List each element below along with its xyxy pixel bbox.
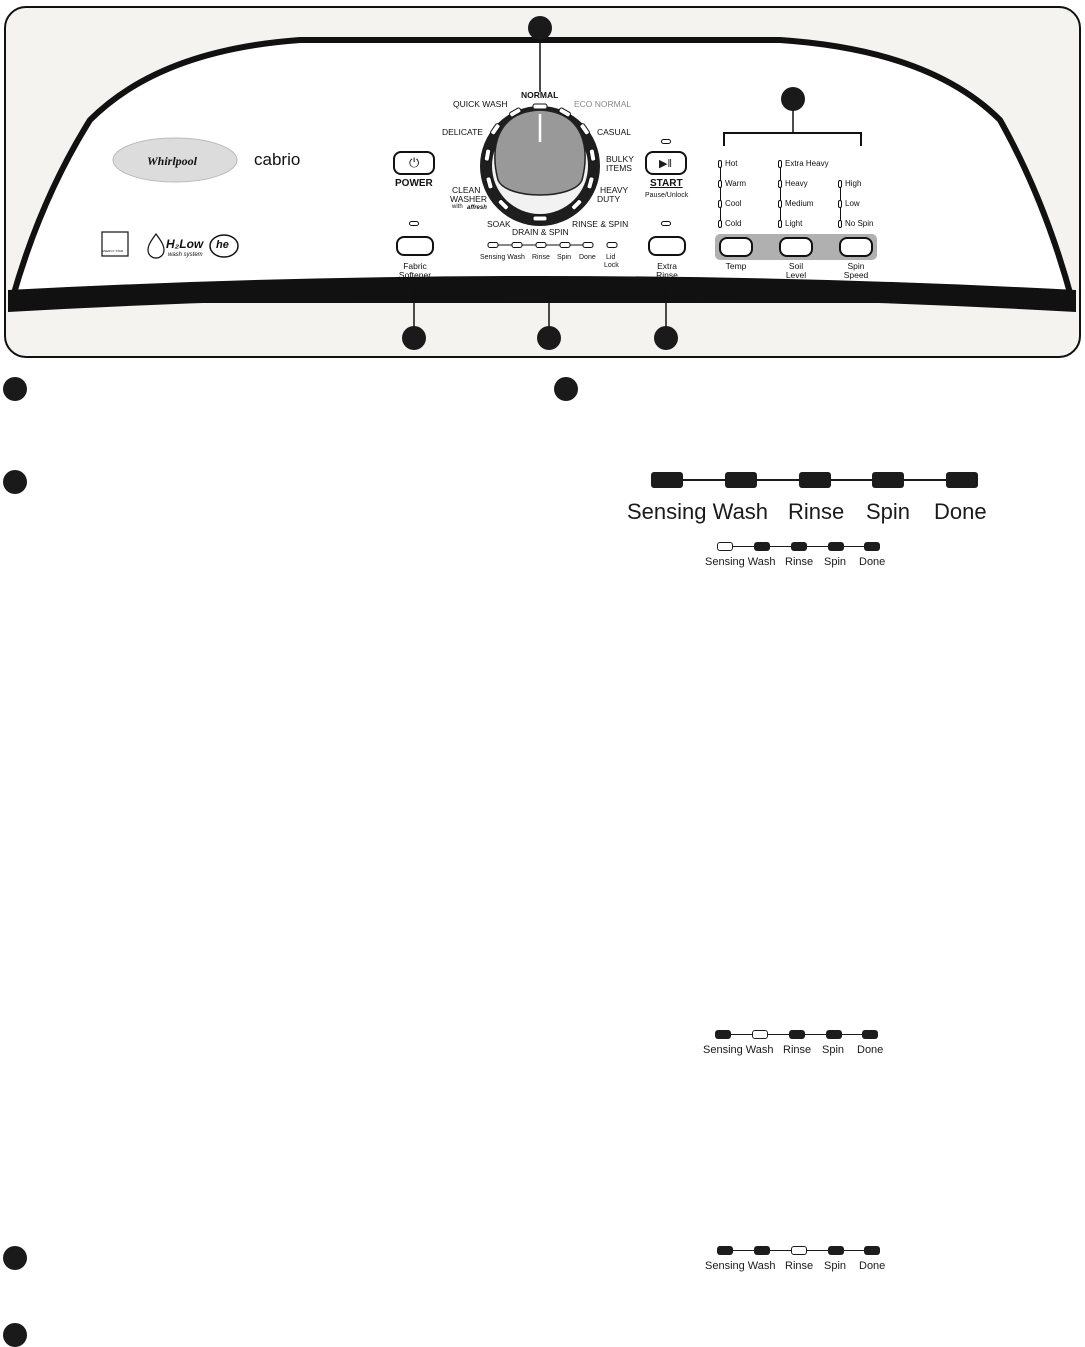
- cycle-heavy-1[interactable]: HEAVY: [600, 185, 629, 195]
- cycle-bulky-2[interactable]: ITEMS: [606, 163, 632, 173]
- soil-label-1: Soil: [788, 261, 804, 271]
- soil-option-medium: Medium: [785, 199, 814, 208]
- temp-option-hot: Hot: [725, 159, 738, 168]
- status-row-3-led-2: [754, 1246, 770, 1255]
- whirlpool-logo-text: Whirlpool: [147, 154, 198, 168]
- status-large-led-3: [799, 472, 831, 488]
- status-row-1-led-4: [828, 542, 844, 551]
- spin-led-no-spin: [838, 220, 842, 228]
- cabrio-logo: cabrio: [254, 150, 301, 169]
- soil-label-2: Level: [785, 270, 807, 280]
- status-row-3-rinse: Rinse: [785, 1260, 814, 1272]
- energy-star-label: ENERGY STAR: [102, 249, 124, 253]
- temp-option-cold: Cold: [725, 219, 742, 228]
- cycle-clean-3: with: [452, 204, 463, 210]
- callout-settings: [781, 87, 805, 111]
- cycle-soak[interactable]: SOAK: [487, 219, 511, 229]
- cycle-rinse-spin[interactable]: RINSE & SPIN: [572, 219, 629, 229]
- status-large-sensing-wash: Sensing Wash: [627, 499, 769, 524]
- status-large-led-2: [725, 472, 757, 488]
- cycle-clean-2[interactable]: WASHER: [450, 194, 487, 204]
- spin-speed-label-2: Speed: [843, 270, 869, 280]
- cycle-quick-wash[interactable]: QUICK WASH: [453, 99, 508, 109]
- soil-option-extra-heavy: Extra Heavy: [785, 159, 829, 168]
- extra-rinse-label-1: Extra: [657, 261, 677, 271]
- section-bullet-4: [3, 1246, 27, 1270]
- status-large-led-5: [946, 472, 978, 488]
- status-row-1-led-2: [754, 542, 770, 551]
- section-bullet-1: [3, 377, 27, 401]
- h2low-sub: wash system: [168, 252, 203, 258]
- cycle-normal[interactable]: NORMAL: [521, 90, 559, 100]
- spin-option-no-spin: No Spin: [845, 219, 874, 228]
- callout-fabric: [402, 326, 426, 350]
- spin-speed-button[interactable]: [839, 237, 873, 257]
- fabric-softener-label-1: Fabric: [403, 261, 427, 271]
- panel-art: [0, 0, 1085, 360]
- cycle-clean-1[interactable]: CLEAN: [452, 185, 481, 195]
- status-row-1-led-3: [791, 542, 807, 551]
- cycle-casual[interactable]: CASUAL: [597, 127, 632, 137]
- status-row-2-led-5: [862, 1030, 878, 1039]
- panel-status-sensing-wash: Sensing Wash: [480, 254, 525, 261]
- status-row-2-led-2: [752, 1030, 768, 1039]
- status-row-2-led-3: [789, 1030, 805, 1039]
- status-row-1-led-1: [717, 542, 733, 551]
- status-row-2-spin: Spin: [822, 1044, 845, 1056]
- status-row-3-led-4: [828, 1246, 844, 1255]
- status-row-2-sensing-wash: Sensing Wash: [703, 1044, 774, 1056]
- status-large-rinse: Rinse: [788, 499, 845, 524]
- spin-led-low: [838, 200, 842, 208]
- cycle-clean-4: affresh: [467, 205, 487, 211]
- temp-led-warm: [718, 180, 722, 188]
- status-large-done: Done: [934, 499, 987, 524]
- status-row-3-spin: Spin: [824, 1260, 847, 1272]
- temp-line: [720, 164, 721, 224]
- status-row-3-done: Done: [859, 1260, 886, 1272]
- soil-led-heavy: [778, 180, 782, 188]
- panel-status-rinse: Rinse: [532, 254, 550, 261]
- callout-dial: [528, 16, 552, 40]
- temp-led-cool: [718, 200, 722, 208]
- soil-line: [780, 164, 781, 224]
- status-large-led-1: [651, 472, 683, 488]
- start-label: START: [650, 178, 683, 189]
- power-icon: ⏻: [409, 155, 420, 170]
- status-large-spin: Spin: [866, 499, 911, 524]
- status-row-2-rinse: Rinse: [783, 1044, 812, 1056]
- he-logo: he: [216, 239, 229, 251]
- play-pause-icon: ▶‖: [659, 158, 673, 170]
- fabric-softener-button[interactable]: [396, 236, 434, 256]
- status-large-led-4: [872, 472, 904, 488]
- status-row-2-done: Done: [857, 1044, 884, 1056]
- h2low-logo: H₂Low: [166, 237, 204, 251]
- panel-status-lid-2: Lock: [604, 262, 619, 269]
- spin-led-high: [838, 180, 842, 188]
- panel-status-done: Done: [579, 254, 596, 261]
- status-row-1-rinse: Rinse: [785, 556, 814, 568]
- status-row-3-led-5: [864, 1246, 880, 1255]
- status-row-2-led-4: [826, 1030, 842, 1039]
- section-bullet-2: [554, 377, 578, 401]
- fabric-softener-led: [409, 221, 419, 226]
- temp-option-cool: Cool: [725, 199, 742, 208]
- status-row-2-led-1: [715, 1030, 731, 1039]
- start-button[interactable]: [645, 151, 687, 175]
- temp-label: Temp: [725, 261, 747, 271]
- status-row-1-spin: Spin: [824, 556, 847, 568]
- spin-option-high: High: [845, 179, 862, 188]
- status-row-1-led-5: [864, 542, 880, 551]
- section-bullet-5: [3, 1323, 27, 1347]
- callout-extra-rinse: [654, 326, 678, 350]
- power-label: POWER: [395, 178, 433, 189]
- temp-option-warm: Warm: [725, 179, 747, 188]
- status-row-1-sensing-wash: Sensing Wash: [705, 556, 776, 568]
- power-button[interactable]: [393, 151, 435, 175]
- status-row-3-led-1: [717, 1246, 733, 1255]
- callout-status: [537, 326, 561, 350]
- cycle-bulky-1[interactable]: BULKY: [606, 154, 634, 164]
- start-led: [661, 139, 671, 144]
- cycle-drain-spin[interactable]: DRAIN & SPIN: [512, 227, 569, 237]
- cycle-eco-normal[interactable]: ECO NORMAL: [574, 99, 632, 109]
- soil-led-medium: [778, 200, 782, 208]
- status-row-3-sensing-wash: Sensing Wash: [705, 1260, 776, 1272]
- extra-rinse-led: [661, 221, 671, 226]
- cycle-heavy-2[interactable]: DUTY: [597, 194, 621, 204]
- start-sublabel: Pause/Unlock: [645, 192, 689, 199]
- temp-led-cold: [718, 220, 722, 228]
- cycle-delicate[interactable]: DELICATE: [442, 127, 483, 137]
- spin-speed-label-1: Spin: [847, 261, 865, 271]
- soil-led-extra-heavy: [778, 160, 782, 168]
- section-bullet-3: [3, 470, 27, 494]
- panel-status-lid-1: Lid: [606, 254, 616, 261]
- temp-led-hot: [718, 160, 722, 168]
- soil-option-heavy: Heavy: [785, 179, 808, 188]
- temp-button[interactable]: [719, 237, 753, 257]
- panel-status-spin: Spin: [557, 254, 572, 261]
- soil-led-light: [778, 220, 782, 228]
- soil-option-light: Light: [785, 219, 803, 228]
- status-row-3-led-3: [791, 1246, 807, 1255]
- spin-option-low: Low: [845, 199, 860, 208]
- panel-status-lights: [480, 240, 620, 250]
- soil-level-button[interactable]: [779, 237, 813, 257]
- fabric-softener-label-2: Softener: [398, 270, 432, 280]
- extra-rinse-button[interactable]: [648, 236, 686, 256]
- extra-rinse-label-2: Rinse: [656, 270, 678, 280]
- status-row-1-done: Done: [859, 556, 886, 568]
